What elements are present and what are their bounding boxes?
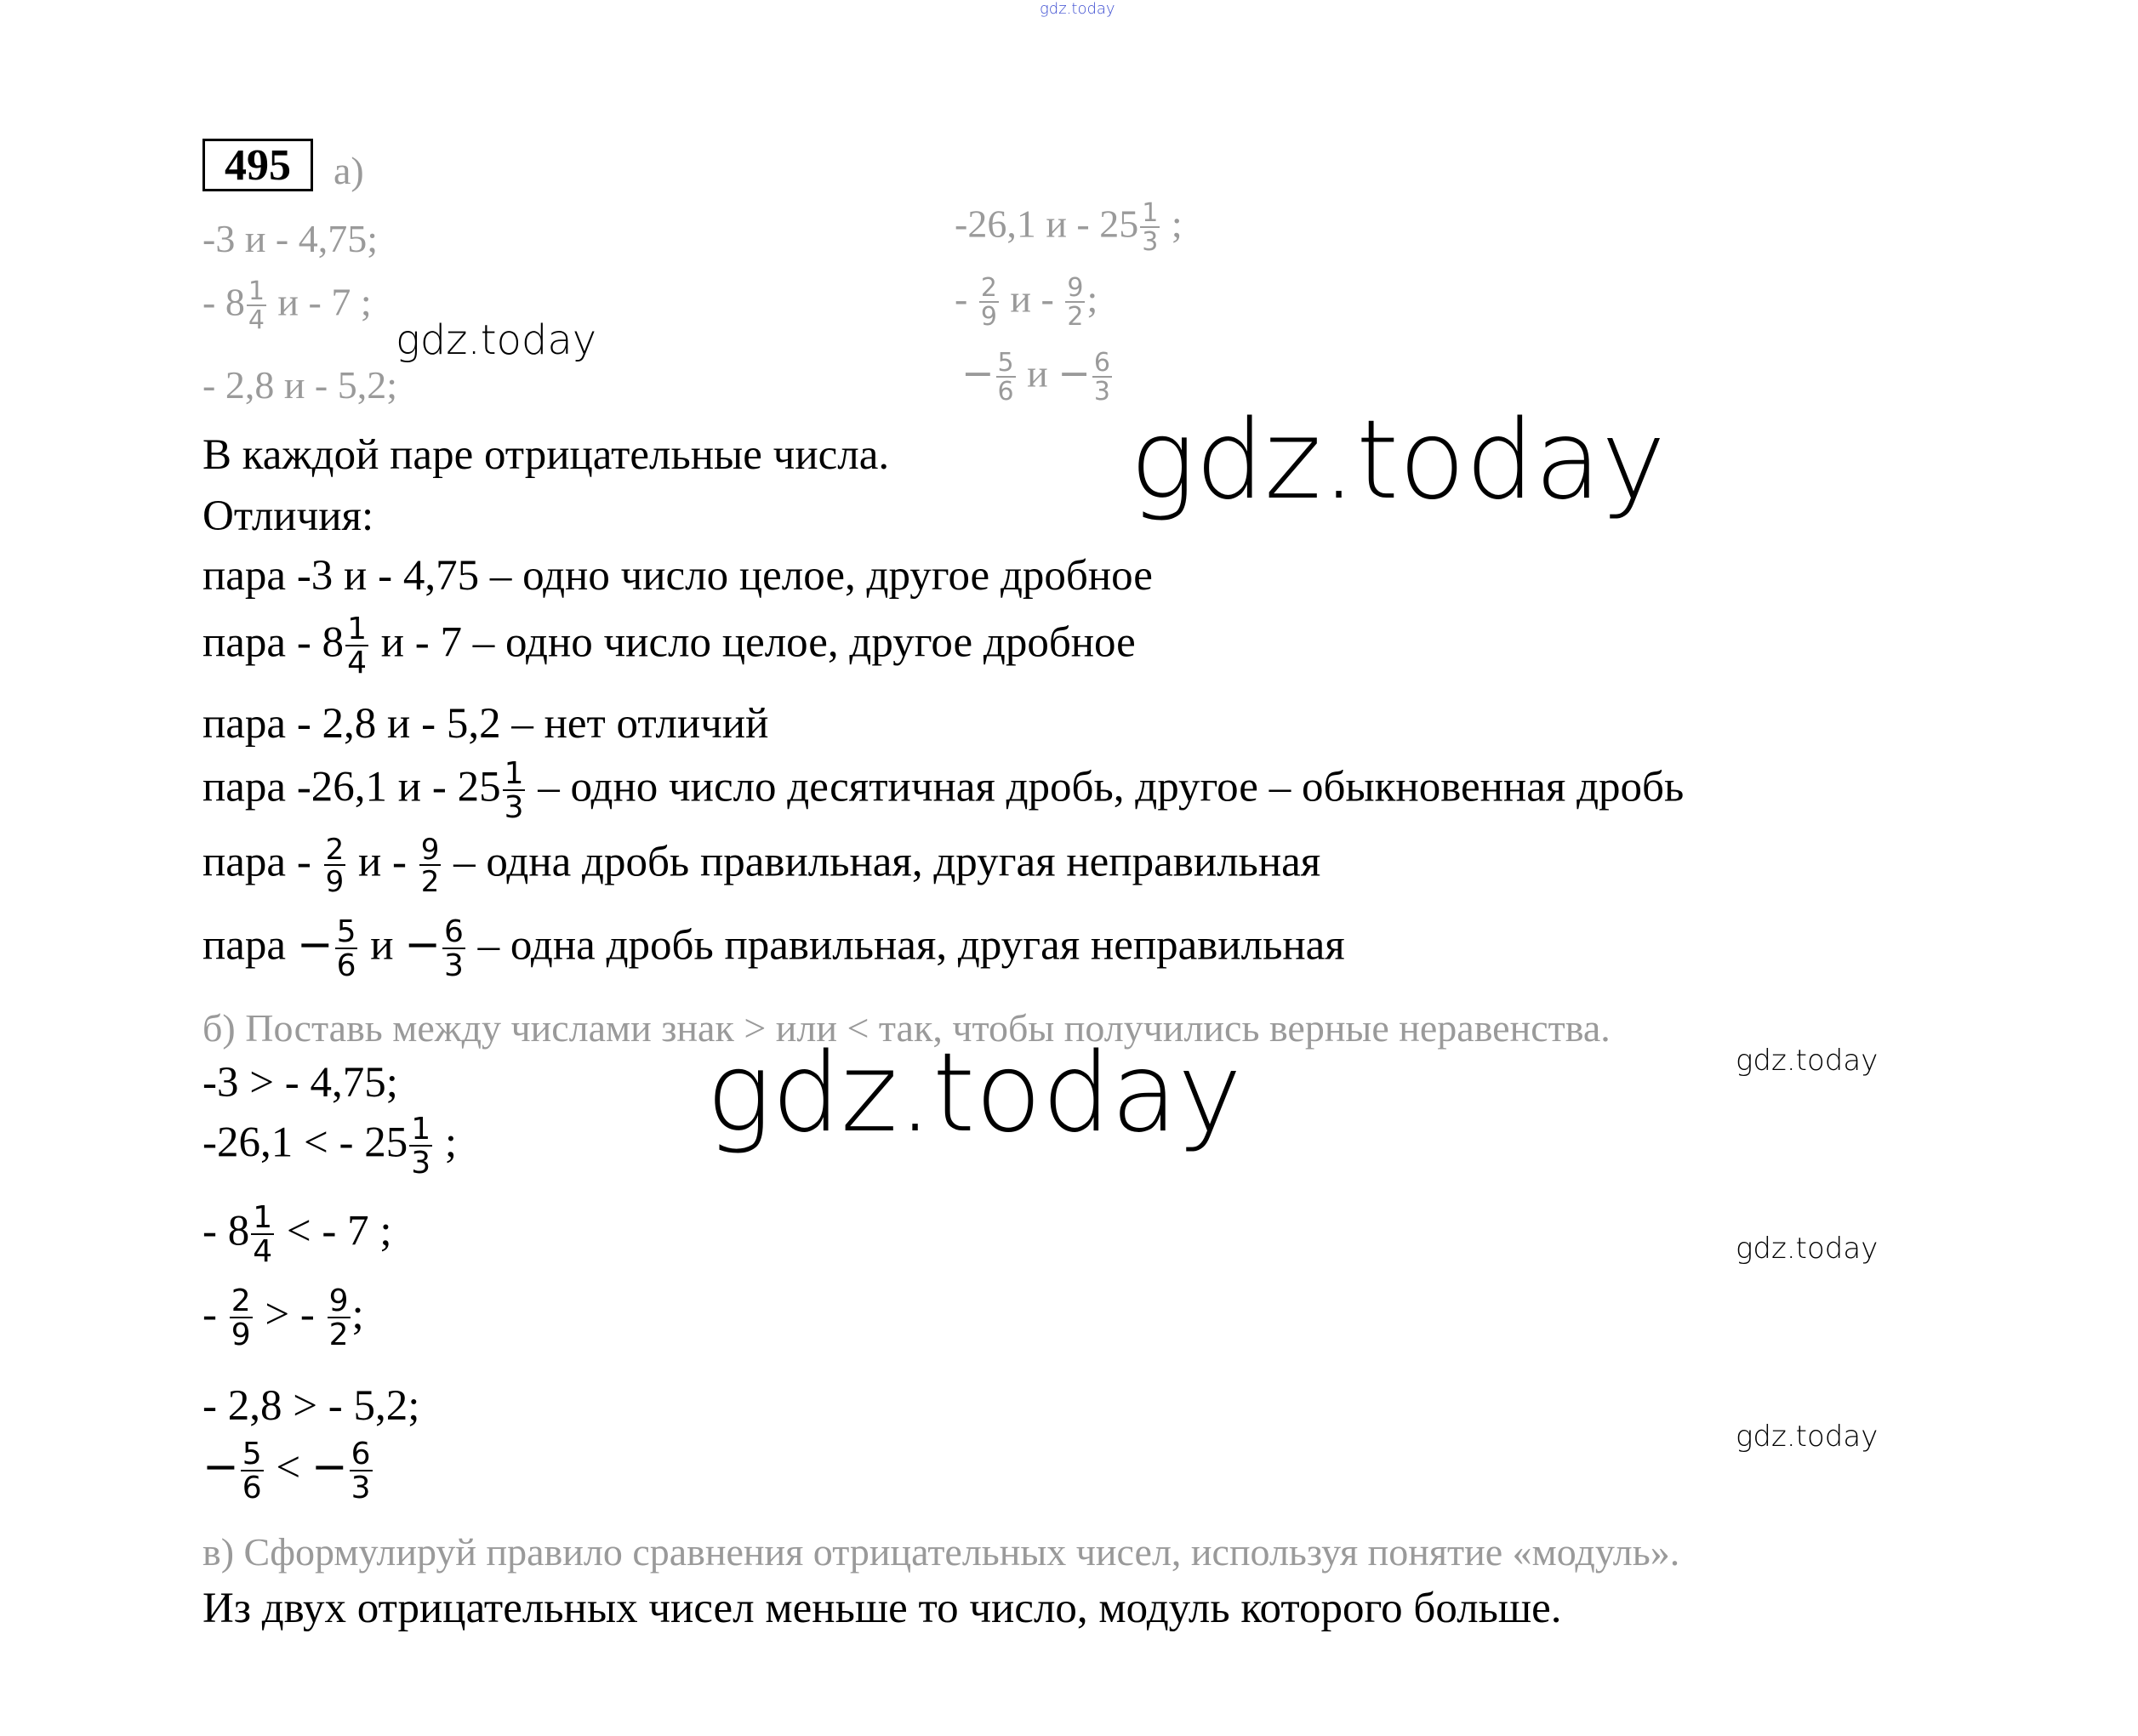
difference-6: пара − $\frac{5}{6}$ и − $\frac{6}{3}$ – одна дробь правильная, другая неправильная — [202, 914, 1345, 983]
inequality-3: - 8 $\frac{1}{4}$ < - 7 ; — [202, 1200, 392, 1269]
part-a-label: а) — [334, 149, 364, 192]
fraction: $\frac{1}{4}$ — [248, 276, 265, 335]
answer-c-rule: Из двух отрицательных чисел меньше то число, модуль которого больше. — [202, 1585, 1562, 1632]
watermark-small: gdz.today — [1736, 1232, 1879, 1266]
fraction: $\frac{9}{2}$ — [1067, 273, 1084, 332]
pair-3: - 2,8 и - 5,2; — [202, 363, 398, 407]
inequality-6: − $\frac{5}{6}$ < − $\frac{6}{3}$ — [202, 1437, 371, 1505]
pair-1: -3 и - 4,75; — [202, 217, 379, 260]
inequality-4: - $\frac{2}{9}$ > - $\frac{9}{2}$ ; — [202, 1284, 364, 1352]
fraction: $\frac{1}{3}$ — [411, 1112, 431, 1181]
fraction: $\frac{6}{3}$ — [444, 914, 464, 983]
fraction: $\frac{9}{2}$ — [328, 1284, 349, 1352]
part-b-prompt: б) Поставь между числами знак > или < так, чтобы получились верные неравенства. — [202, 1006, 1611, 1050]
fraction: $\frac{5}{6}$ — [242, 1437, 262, 1505]
fraction: $\frac{5}{6}$ — [997, 348, 1014, 407]
inequality-2: -26,1 < - 25 $\frac{1}{3}$ ; — [202, 1112, 458, 1181]
difference-3: пара - 2,8 и - 5,2 – нет отличий — [202, 700, 769, 748]
pair-2: - 8 $\frac{1}{4}$ и - 7 ; — [202, 276, 372, 335]
fraction: $\frac{2}{9}$ — [325, 833, 345, 899]
fraction: $\frac{2}{9}$ — [231, 1284, 251, 1352]
watermark-small: gdz.today — [1736, 1420, 1879, 1454]
difference-4: пара -26,1 и - 25 $\frac{1}{3}$ – одно число десятичная дробь, другое – обыкновенная дробь — [202, 756, 1685, 825]
watermark-small: gdz.today — [396, 316, 597, 364]
watermark-large: gdz.today — [706, 1030, 1242, 1157]
part-c-prompt: в) Сформулируй правило сравнения отрицательных чисел, используя понятие «модуль». — [202, 1530, 1680, 1574]
fraction: $\frac{1}{4}$ — [347, 612, 367, 680]
fraction: $\frac{6}{3}$ — [1093, 348, 1110, 407]
answer-a-intro: В каждой паре отрицательные числа. — [202, 431, 890, 479]
task-number: 495 — [202, 139, 313, 191]
watermark-large: gdz.today — [1130, 397, 1666, 524]
difference-5: пара - $\frac{2}{9}$ и - $\frac{9}{2}$ – одна дробь правильная, другая неправильная — [202, 833, 1321, 899]
inequality-1: -3 > - 4,75; — [202, 1059, 398, 1107]
pair-4: -26,1 и - 25 $\frac{1}{3}$ ; — [955, 198, 1183, 257]
watermark-tiny-top: gdz.today — [1040, 0, 1115, 18]
fraction: $\frac{6}{3}$ — [351, 1437, 371, 1505]
fraction: $\frac{1}{3}$ — [504, 756, 524, 825]
difference-2: пара - 8 $\frac{1}{4}$ и - 7 – одно число целое, другое дробное — [202, 612, 1136, 680]
inequality-5: - 2,8 > - 5,2; — [202, 1382, 420, 1430]
answer-a-differences: Отличия: — [202, 492, 374, 540]
pair-5: - $\frac{2}{9}$ и - $\frac{9}{2}$ ; — [955, 273, 1098, 332]
fraction: $\frac{1}{4}$ — [253, 1200, 273, 1269]
fraction: $\frac{1}{3}$ — [1142, 198, 1159, 257]
fraction: $\frac{9}{2}$ — [420, 833, 440, 899]
difference-1: пара -3 и - 4,75 – одно число целое, другое дробное — [202, 552, 1153, 600]
watermark-small: gdz.today — [1736, 1044, 1879, 1078]
fraction: $\frac{5}{6}$ — [336, 914, 356, 983]
pair-6: − $\frac{5}{6}$ и − $\frac{6}{3}$ — [961, 348, 1110, 407]
fraction: $\frac{2}{9}$ — [980, 273, 997, 332]
